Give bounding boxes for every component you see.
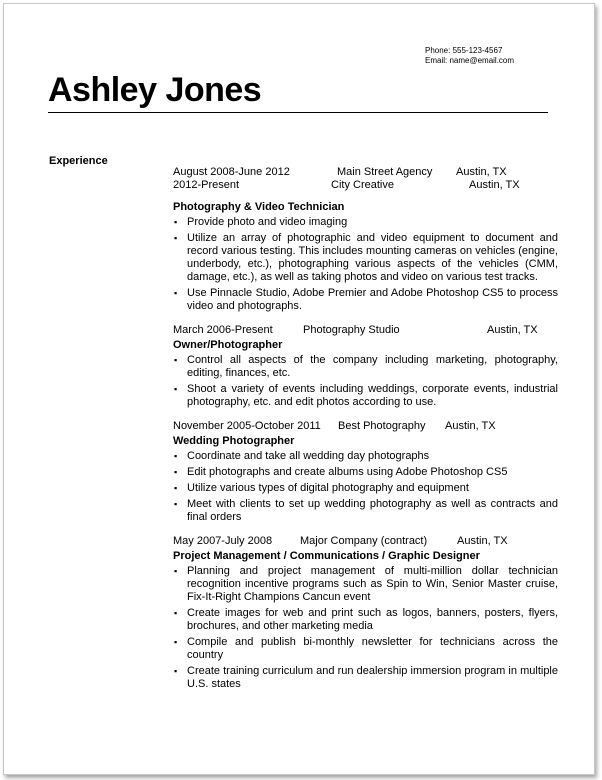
job-info-line xyxy=(173,324,558,337)
experience-list xyxy=(173,166,558,694)
duty-item: ▪ Create training curriculum and run dealership immersion program in multiple U.S. states xyxy=(173,665,558,691)
job-dates: August 2008-June 2012 xyxy=(173,166,290,178)
job-entry xyxy=(173,324,558,409)
duty-item: ▪ Create images for web and print such as logos, banners, posters, flyers, brochures, and other marketing media xyxy=(173,607,558,633)
job-entry xyxy=(173,535,558,691)
job-title: Photography & Video Technician xyxy=(173,201,345,213)
contact-info xyxy=(425,46,514,66)
job-location: Austin, TX xyxy=(456,166,507,178)
job-company: Main Street Agency xyxy=(337,166,433,178)
job-dates: November 2005-October 2011 xyxy=(173,420,321,432)
job-location: Austin, TX xyxy=(487,324,538,336)
duty-item: ▪ Meet with clients to set up wedding photography as well as contracts and final orders xyxy=(173,498,558,524)
header-divider xyxy=(48,112,548,113)
applicant-name: Ashley Jones xyxy=(48,71,262,109)
job-info-line xyxy=(173,179,558,192)
duty-item: ▪ Shoot a variety of events including weddings, corporate events, industrial photography, etc. and edit photos according to use. xyxy=(173,383,558,409)
job-duties xyxy=(173,565,558,691)
duty-item: ▪ Utilize various types of digital photography and equipment xyxy=(173,482,558,495)
job-info-line xyxy=(173,420,558,433)
resume-page xyxy=(3,3,595,775)
duty-item: ▪ Provide photo and video imaging xyxy=(173,216,558,229)
job-dates: 2012-Present xyxy=(173,179,240,191)
contact-email: Email: name@email.com xyxy=(425,56,515,65)
job-title: Wedding Photographer xyxy=(173,435,295,447)
job-title: Project Management / Communications / Graphic Designer xyxy=(173,550,480,562)
job-location: Austin, TX xyxy=(445,420,496,432)
job-entry xyxy=(173,420,558,524)
job-entry xyxy=(173,166,558,313)
duty-item: ▪ Planning and project management of multi-million dollar technician recognition incentive programs such as Spin to Win, Senior Master cruise, Fix-It-Right Champions Cancun event xyxy=(173,565,558,604)
job-company: Best Photography xyxy=(338,420,426,432)
duty-item: ▪ Coordinate and take all wedding day photographs xyxy=(173,450,558,463)
job-location: Austin, TX xyxy=(457,535,508,547)
job-title: Owner/Photographer xyxy=(173,339,283,351)
duty-item: ▪ Utilize an array of photographic and video equipment to document and record various testing. This includes mounting cameras on vehicles (engine, underbody, etc.), photographing various aspects of the vehicles (CMM, damage, etc.), as well as taking photos and video on various test tracks. xyxy=(173,232,558,284)
job-company: Major Company (contract) xyxy=(300,535,428,547)
job-duties xyxy=(173,450,558,524)
job-company: Photography Studio xyxy=(303,324,400,336)
duty-item: ▪ Edit photographs and create albums using Adobe Photoshop CS5 xyxy=(173,466,558,479)
duty-item: ▪ Compile and publish bi-monthly newsletter for technicians across the country xyxy=(173,636,558,662)
job-company: City Creative xyxy=(331,179,394,191)
job-info-line xyxy=(173,166,558,179)
job-info-line xyxy=(173,535,558,548)
contact-phone: Phone: 555-123-4567 xyxy=(425,46,503,55)
job-location: Austin, TX xyxy=(469,179,520,191)
duty-item: ▪ Control all aspects of the company including marketing, photography, editing, finances, etc. xyxy=(173,354,558,380)
duty-item: ▪ Use Pinnacle Studio, Adobe Premier and Adobe Photoshop CS5 to process video and photographs. xyxy=(173,287,558,313)
job-duties xyxy=(173,216,558,313)
job-dates: May 2007-July 2008 xyxy=(173,535,273,547)
job-duties xyxy=(173,354,558,409)
section-heading-experience: Experience xyxy=(49,155,108,167)
job-dates: March 2006-Present xyxy=(173,324,273,336)
